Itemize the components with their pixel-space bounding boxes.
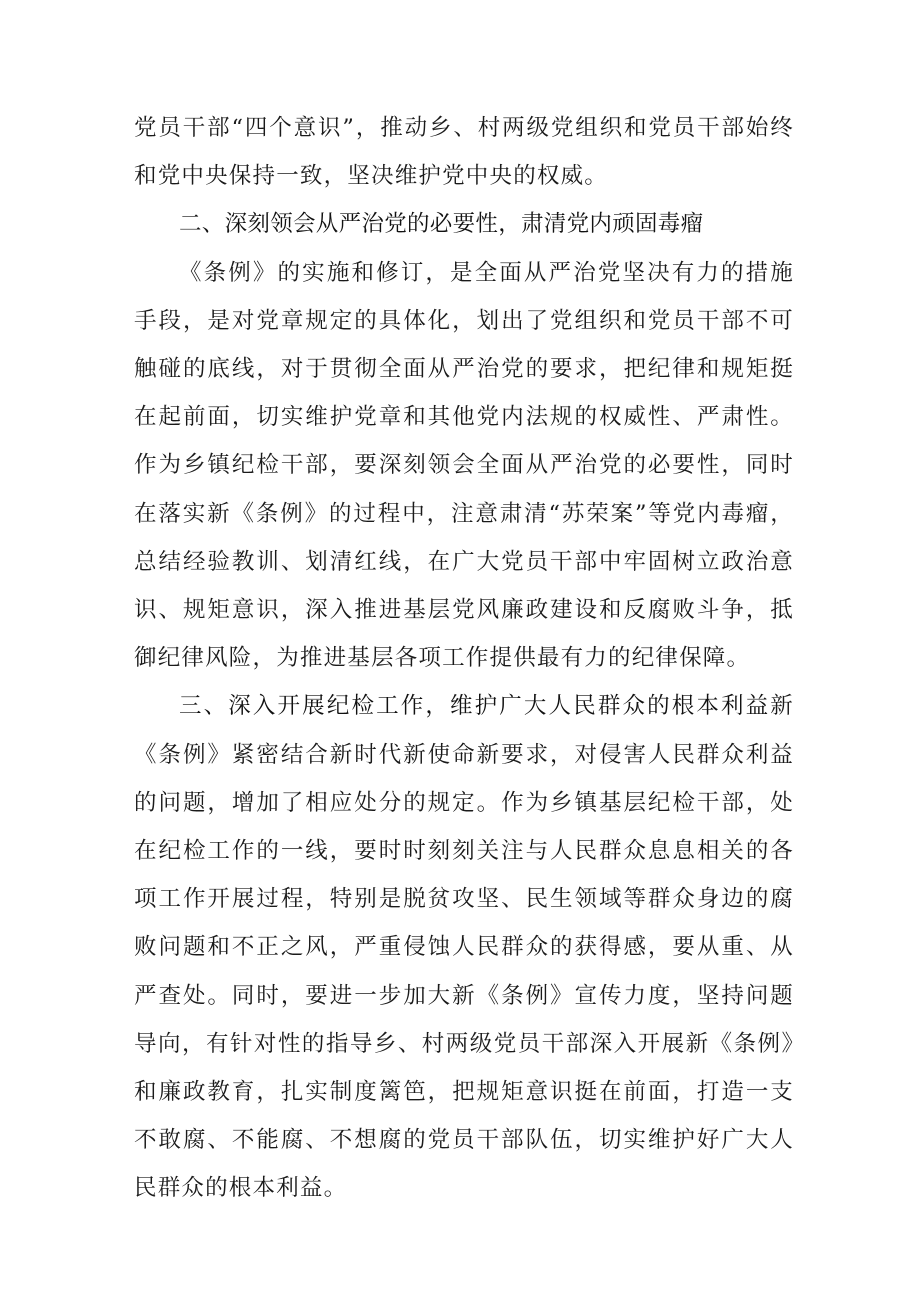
section-three-body: 新《条例》紧密结合新时代新使命新要求，对侵害人民群众利益的问题，增加了相应处分的规定。作为乡镇基层纪检干部，处在纪检工作的一线，要时时刻刻关注与人民群众息息相关的各项工作开展过程，特别是脱贫攻坚、民生领域等群众身边的腐败问题和不正之风，严重侵蚀人民群众的获得感，要从重、从严查处。同时，要进一步加大新《条例》宣传力度，坚持问题导向，有针对性的指导乡、村两级党员干部深入开展新《条例》和廉政教育，扎实制度篱笆，把规矩意识挺在前面，打造一支不敢腐、不能腐、不想腐的党员干部队伍，切实维护好广大人民群众的根本利益。 (134, 693, 794, 1202)
section-three-paragraph (134, 682, 794, 1212)
section-three-heading: 三、深入开展纪检工作，维护广大人民群众的根本利益 (179, 693, 771, 720)
intro-paragraph: 党员干部“四个意识”，推动乡、村两级党组织和党员干部始终和党中央保持一致，坚决维护党中央的权威。 (134, 115, 794, 190)
document-body (134, 104, 794, 1213)
section-two-paragraph: 《条例》的实施和修订，是全面从严治党坚决有力的措施手段，是对党章规定的具体化，划出了党组织和党员干部不可触碰的底线，对于贯彻全面从严治党的要求，把纪律和规矩挺在起前面，切实维护党章和其他党内法规的权威性、严肃性。作为乡镇纪检干部，要深刻领会全面从严治党的必要性，同时在落实新《条例》的过程中，注意肃清“苏荣案”等党内毒瘤，总结经验教训、划清红线，在广大党员干部中牢固树立政治意识、规矩意识，深入推进基层党风廉政建设和反腐败斗争，抵御纪律风险，为推进基层各项工作提供最有力的纪律保障。 (134, 259, 794, 672)
section-two-heading: 二、深刻领会从严治党的必要性，肃清党内顽固毒瘤 (179, 211, 704, 238)
